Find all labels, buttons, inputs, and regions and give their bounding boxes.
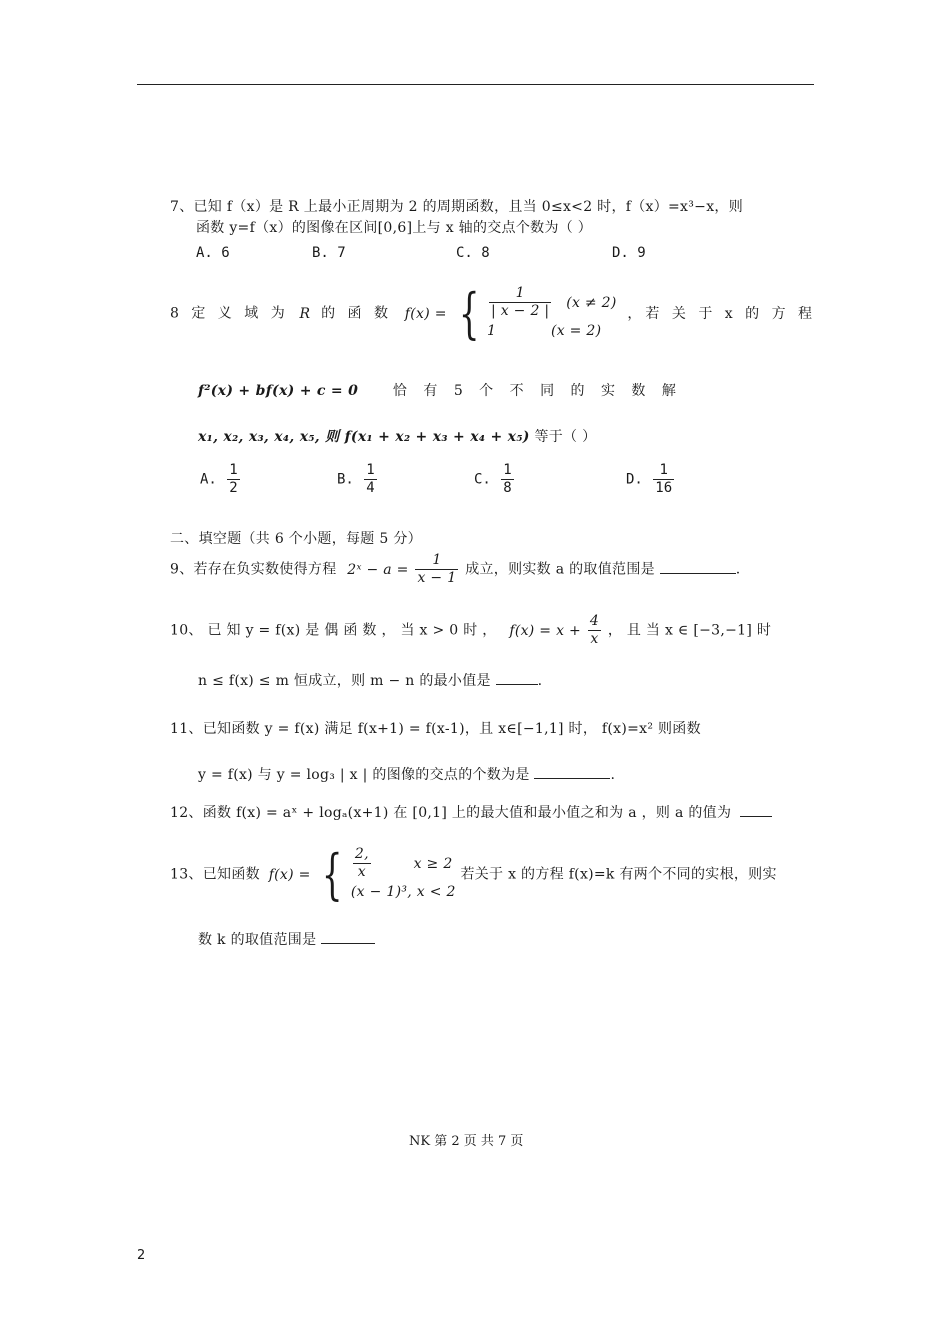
q10-pre: 10、 已 知 y = f(x) 是 偶 函 数 ， 当 x > 0 时 ， <box>170 622 497 639</box>
q12-answer-blank <box>740 802 772 817</box>
section2-heading: 二、填空题（共 6 个小题，每题 5 分） <box>170 531 422 547</box>
q8-line1 <box>170 281 817 345</box>
q13-line1 <box>170 842 777 906</box>
q9-num: 1 <box>415 552 458 570</box>
q8-option-d-label: D. <box>626 471 643 488</box>
q12-line <box>170 802 772 822</box>
q10-eq: f(x) = x + <box>509 622 582 639</box>
q13-line2 <box>198 929 375 949</box>
header-rule <box>137 84 814 85</box>
q9-pre: 9、若存在负实数使得方程 <box>170 561 337 578</box>
q8-line2 <box>198 380 682 400</box>
q8-line3-text: 等于（ ） <box>534 429 597 445</box>
q13-case1-fraction <box>353 846 371 881</box>
left-brace-icon: { <box>322 842 344 906</box>
q10-line2 <box>198 670 542 690</box>
q8-case1-num: 1 <box>489 285 551 303</box>
q9-answer-blank <box>660 559 736 574</box>
q8-lead: 8 定 义 域 为 <box>170 305 289 322</box>
q13-fx: f(x) = <box>268 866 311 883</box>
page-footer: NK 第 2 页 共 7 页 <box>409 1134 524 1149</box>
q8-line2-text: 恰 有 5 个 不 同 的 实 数 解 <box>392 383 682 399</box>
q8-case1-den: | x − 2 | <box>490 303 550 319</box>
q13-line2-text: 数 k 的取值范围是 <box>198 932 317 948</box>
q8-option-c <box>474 462 516 497</box>
q8-equation: f²(x) + bf(x) + c = 0 <box>198 383 359 399</box>
q8-option-d-num: 1 <box>653 462 674 480</box>
q10-line2-text: n ≤ f(x) ≤ m 恒成立，则 m − n 的最小值是 <box>198 673 491 689</box>
q8-case1-cond: (x ≠ 2) <box>566 294 617 311</box>
q7-line2: 函数 y=f（x）的图像在区间[0,6]上与 x 轴的交点个数为（ ） <box>196 220 593 236</box>
q8-case2-val: 1 <box>486 323 497 339</box>
q7-option-b: B. 7 <box>312 245 346 261</box>
q8-fx: f(x) = <box>404 305 447 322</box>
q13-case1-den: x <box>357 864 366 880</box>
q7-option-d: D. 9 <box>612 245 646 261</box>
q10-line1 <box>170 613 771 648</box>
q8-option-a-num: 1 <box>229 462 238 478</box>
q11-line2 <box>198 764 615 784</box>
left-brace-icon: { <box>458 281 480 345</box>
q8-tail: ，若 关 于 x 的 方 程 <box>627 305 817 322</box>
q8-option-a-fraction <box>227 462 239 497</box>
q8-option-c-num: 1 <box>503 462 512 478</box>
q8-option-d-den: 16 <box>655 480 673 496</box>
q9-fraction <box>415 552 458 587</box>
q8-option-a-label: A. <box>200 471 217 488</box>
q8-domain-symbol: R <box>299 305 311 322</box>
q10-end: . <box>537 673 543 689</box>
q13-pre: 13、已知函数 <box>170 866 260 883</box>
q11-end: . <box>610 767 616 783</box>
q10-den: x <box>590 631 599 647</box>
q8-line3-vars: x₁, x₂, x₃, x₄, x₅, 则 f(x₁ + x₂ + x₃ + x₄ + x₅) <box>198 429 530 445</box>
q8-case1-fraction <box>489 285 551 320</box>
q13-post: 若关于 x 的方程 f(x)=k 有两个不同的实根，则实 <box>460 866 777 883</box>
q8-option-b-label: B. <box>337 471 354 488</box>
q12-text: 12、函数 f(x) = aˣ + logₐ(x+1) 在 [0,1] 上的最大值和最小值之和为 a ，则 a 的值为 <box>170 805 732 821</box>
q10-answer-blank <box>496 670 538 685</box>
q11-line1: 11、已知函数 y = f(x) 满足 f(x+1) = f(x-1)，且 x∈[−1,1] 时， f(x)=x² 则函数 <box>170 721 701 737</box>
q11-answer-blank <box>534 764 610 779</box>
q8-option-d-fraction <box>653 462 674 497</box>
q9-den: x − 1 <box>417 570 457 586</box>
q13-case1-num: 2, <box>354 846 369 862</box>
q10-num: 4 <box>589 613 600 629</box>
q9-post: 成立，则实数 a 的取值范围是 <box>465 561 655 578</box>
page-number: 2 <box>137 1248 146 1263</box>
q8-option-c-fraction <box>501 462 513 497</box>
q8-case2-cond: (x = 2) <box>550 323 602 339</box>
q9-eq: 2ˣ − a = <box>347 561 409 578</box>
q7-option-a: A. 6 <box>196 245 230 261</box>
q13-case1-cond: x ≥ 2 <box>413 855 453 872</box>
q8-mid: 的 函 数 <box>321 305 392 322</box>
q9-line <box>170 552 740 587</box>
q10-fraction <box>588 613 601 648</box>
q8-option-b-fraction <box>364 462 376 497</box>
q13-answer-blank <box>321 929 375 944</box>
q8-option-b <box>337 462 379 497</box>
q8-piecewise <box>452 281 617 345</box>
q8-option-b-num: 1 <box>366 462 375 478</box>
q13-case2: (x − 1)³, x < 2 <box>350 884 456 900</box>
q11-line2-text: y = f(x) 与 y = log₃ | x | 的图像的交点的个数为是 <box>198 767 530 783</box>
q8-option-c-den: 8 <box>503 480 512 496</box>
q8-option-a-den: 2 <box>229 480 238 496</box>
q7-option-c: C. 8 <box>456 245 490 261</box>
q8-line3 <box>198 426 596 446</box>
q9-end: . <box>735 561 741 578</box>
q8-option-c-label: C. <box>474 471 491 488</box>
q8-option-a <box>200 462 242 497</box>
q8-option-d <box>626 462 676 497</box>
q8-option-b-den: 4 <box>366 480 375 496</box>
q13-piecewise <box>315 842 456 906</box>
q7-line1: 7、已知 f（x）是 R 上最小正周期为 2 的周期函数，且当 0≤x<2 时，f（x）=x³−x，则 <box>170 199 743 215</box>
q10-post: ， 且 当 x ∈ [−3,−1] 时 <box>607 622 772 639</box>
